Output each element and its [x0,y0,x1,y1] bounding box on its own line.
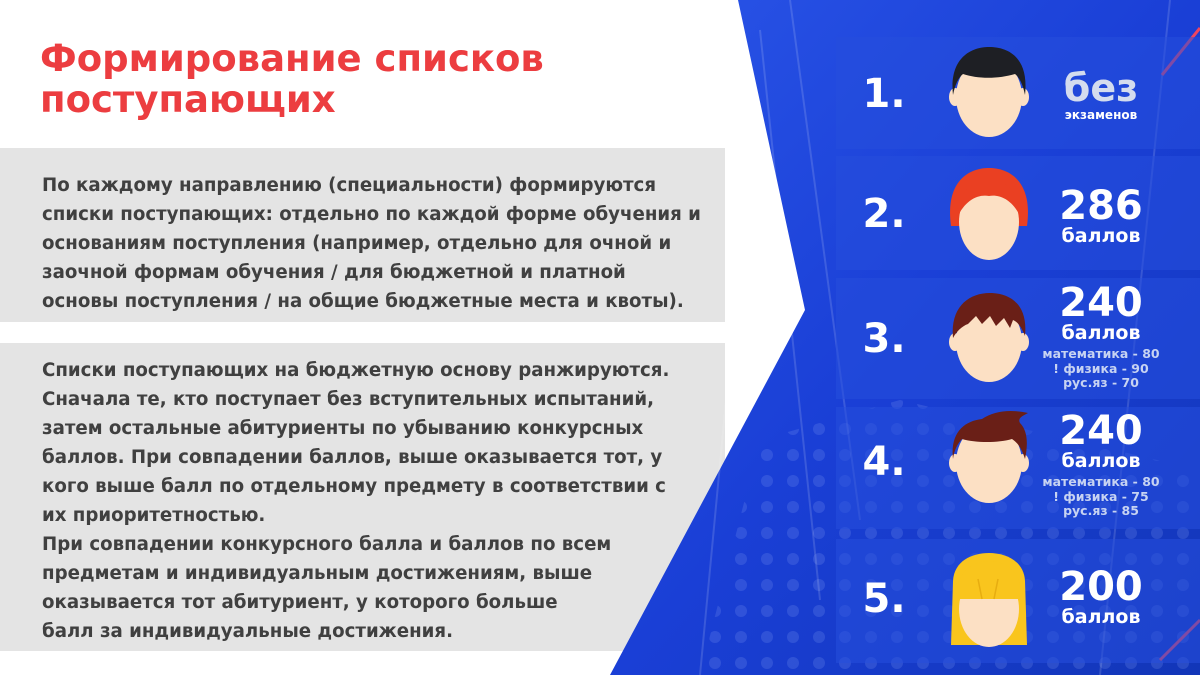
text-line: кого выше балл по отдельному предмету в соответствии с [42,476,666,497]
text-line: списки поступающих: отдельно по каждой форме обучения и [42,204,701,225]
page-title-line: поступающих [40,78,336,121]
ranking-card-4 [836,407,1200,529]
score-block [1059,183,1143,247]
ranking-card-5 [836,539,1200,663]
score-unit: баллов [1061,606,1141,628]
score-value: без [1063,66,1139,110]
text-line: основаниям поступления (например, отдельно для очной и [42,233,672,254]
page-title [40,38,544,120]
text-line: При совпадении конкурсного балла и баллов по всем [42,534,612,555]
rank-number: 2. [862,191,906,237]
rank-number: 3. [862,316,906,362]
score-value: 240 [1059,408,1143,454]
rank-number: 1. [862,71,906,117]
text-line: Списки поступающих на бюджетную основу ранжируются. [42,360,670,381]
paragraph-ranking-rules [42,356,669,646]
paragraph-list-formation [42,171,701,316]
text-line: По каждому направлению (специальности) формируются [42,175,656,196]
ranking-card-2 [836,156,1200,270]
score-block [1042,408,1160,519]
text-line: затем остальные абитуриенты по убыванию конкурсных [42,418,644,439]
score-block [1064,68,1138,122]
subject-score: ! физика - 75 [1053,488,1149,504]
score-block [1042,280,1160,391]
rank-number: 4. [862,439,906,485]
subject-scores [1042,475,1159,519]
man-dark-hair-avatar [948,45,1030,143]
text-line: оказывается тот абитуриент, у которого больше [42,592,558,613]
text-line: их приоритетностью. [42,505,266,526]
text-line: предметам и индивидуальным достижениям, выше [42,563,593,584]
score-value: 200 [1059,564,1143,610]
subject-scores [1042,347,1159,391]
score-unit: баллов [1061,322,1141,344]
woman-red-hair-avatar [948,166,1030,264]
text-line: баллов. При совпадении баллов, выше оказывается тот, у [42,447,663,468]
score-value: 240 [1059,280,1143,326]
subject-score: математика - 80 [1042,346,1160,361]
man-brown-hair-avatar [948,290,1030,388]
subject-score: ! физика - 90 [1053,360,1149,376]
ranking-card-3 [836,278,1200,399]
score-block [1059,564,1143,628]
subject-score: рус.яз - 85 [1063,503,1139,518]
rank-number: 5. [862,576,906,622]
score-unit: баллов [1061,450,1141,472]
text-line: основы поступления / на общие бюджетные места и квоты). [42,291,684,312]
subject-score: рус.яз - 70 [1063,375,1139,390]
subject-score: математика - 80 [1042,474,1160,489]
score-unit: баллов [1061,225,1141,247]
page-title-line: Формирование списков [40,37,544,80]
score-value: 286 [1059,183,1143,229]
man-brown-quiff-avatar [948,409,1030,507]
text-line: заочной формам обучения / для бюджетной и платной [42,262,626,283]
text-line: Сначала те, кто поступает без вступительных испытаний, [42,389,655,410]
score-unit: экзаменов [1064,108,1138,122]
ranking-card-1 [836,37,1200,149]
text-line: балл за индивидуальные достижения. [42,621,454,642]
woman-blonde-hair-avatar [948,551,1030,649]
